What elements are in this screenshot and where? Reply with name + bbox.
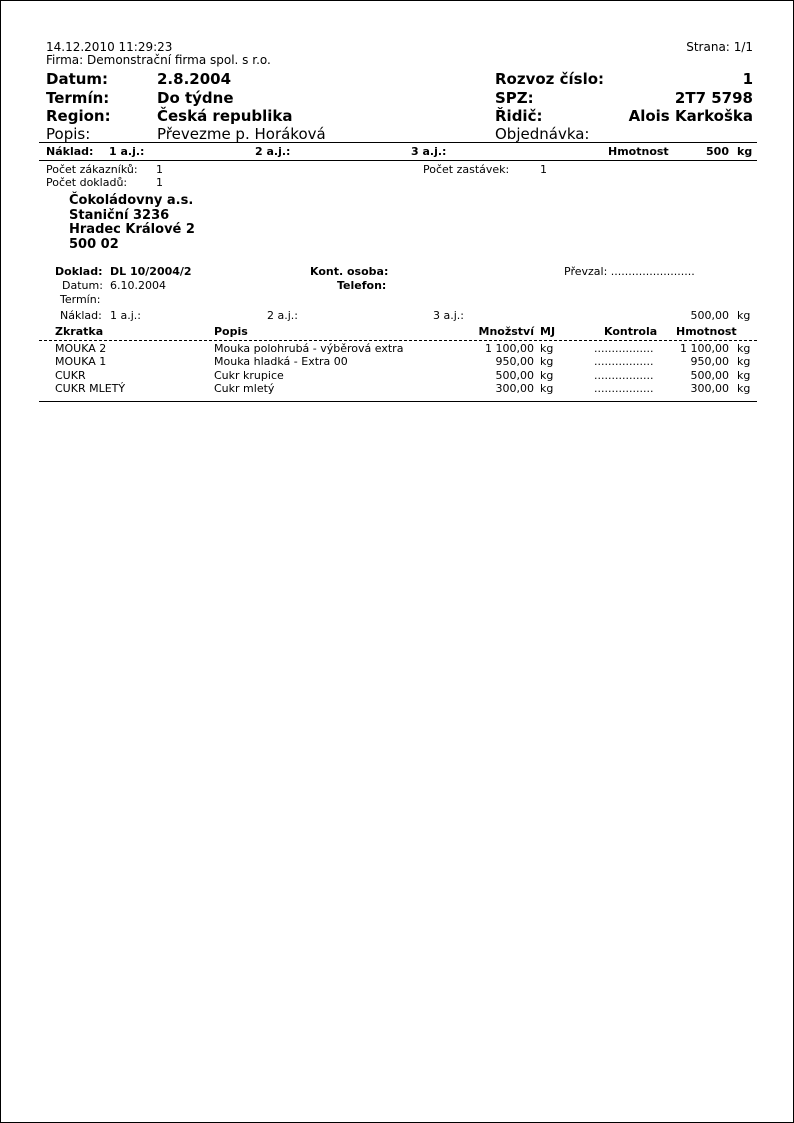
cell-popis: Cukr mletý [214,382,275,395]
cell-kontrola: ................. [594,355,654,368]
prevzal-label: Převzal: [564,265,608,278]
doc-naklad-label: Náklad: [60,309,102,322]
rozvoz-label: Rozvoz číslo: [495,70,605,88]
rozvoz-value: 1 [742,70,753,88]
customer-name: Čokoládovny a.s. [69,193,194,208]
table-bottom-rule [39,401,757,402]
doc-termin-label: Termín: [60,293,101,306]
load-aj2-label: 2 a.j.: [255,145,291,158]
doc-weight-unit: kg [737,309,751,322]
col-header-mj: MJ [540,325,556,338]
termin-label: Termín: [46,89,110,107]
objednavka-label: Objednávka: [495,125,590,143]
load-aj3-label: 3 a.j.: [411,145,447,158]
prevzal-line [564,266,695,277]
zastavek-label: Počet zastávek: [423,163,510,176]
load-hmotnost-unit: kg [737,145,753,158]
doc-weight: 500,00 [690,309,729,322]
cell-kontrola: ................. [594,369,654,382]
cell-hmotnost: 300,00 [690,382,729,395]
cell-popis: Cukr krupice [214,369,284,382]
zastavek-value: 1 [540,163,547,176]
ridic-label: Řidič: [495,107,543,125]
kont-osoba-label: Kont. osoba: [310,265,389,278]
cell-mj: kg [540,342,554,355]
customer-city: Hradec Králové 2 [69,222,195,237]
cell-hmotnost-unit: kg [737,355,751,368]
popis-value: Převezme p. Horáková [157,125,326,143]
datum-label: Datum: [46,70,109,88]
doc-datum-value: 6.10.2004 [110,279,166,292]
doklad-value: DL 10/2004/2 [110,265,192,278]
cell-zkratka: MOUKA 2 [55,342,107,355]
cell-popis: Mouka hladká - Extra 00 [214,355,348,368]
termin-value: Do týdne [157,89,234,107]
cell-kontrola: ................. [594,382,654,395]
doc-aj3-label: 3 a.j.: [433,309,464,322]
col-header-mnozstvi: Množství [478,325,534,338]
customer-zip: 500 02 [69,237,119,252]
doc-aj1-label: 1 a.j.: [110,309,141,322]
doc-aj2-label: 2 a.j.: [267,309,298,322]
doklad-label: Doklad: [55,265,103,278]
region-label: Region: [46,107,111,125]
load-bar-bottom-rule [39,160,757,161]
cell-hmotnost-unit: kg [737,342,751,355]
dokladu-value: 1 [156,176,163,189]
cell-mj: kg [540,369,554,382]
datum-value: 2.8.2004 [157,70,232,88]
spz-label: SPZ: [495,89,534,107]
cell-zkratka: CUKR [55,369,86,382]
load-hmotnost-label: Hmotnost [608,145,669,158]
zakazniku-value: 1 [156,163,163,176]
cell-hmotnost: 950,00 [690,355,729,368]
cell-mnozstvi: 500,00 [495,369,534,382]
cell-mnozstvi: 1 100,00 [485,342,534,355]
region-value: Česká republika [157,107,293,125]
firm-value: Demonstrační firma spol. s r.o. [87,53,271,67]
cell-mj: kg [540,355,554,368]
cell-hmotnost-unit: kg [737,382,751,395]
ridic-value: Alois Karkoška [628,107,753,125]
print-datetime: 14.12.2010 11:29:23 [46,40,173,54]
customer-street: Staniční 3236 [69,208,170,223]
cell-hmotnost: 500,00 [690,369,729,382]
load-naklad-label: Náklad: [46,145,94,158]
dokladu-label: Počet dokladů: [46,176,128,189]
doc-datum-label: Datum: [62,279,103,292]
cell-mnozstvi: 950,00 [495,355,534,368]
telefon-label: Telefon: [337,279,387,292]
cell-mnozstvi: 300,00 [495,382,534,395]
load-bar-top-rule [39,142,757,143]
popis-label: Popis: [46,125,91,143]
col-header-popis: Popis [214,325,248,338]
spz-value: 2T7 5798 [674,89,753,107]
page-label: Strana: [686,40,730,54]
firm-label: Firma: [46,53,84,67]
col-header-zkratka: Zkratka [55,325,104,338]
load-hmotnost-value: 500 [706,145,729,158]
col-header-hmotnost: Hmotnost [676,325,737,338]
cell-zkratka: MOUKA 1 [55,355,107,368]
firm-line [46,54,271,66]
page-value: 1/1 [733,40,753,54]
cell-popis: Mouka polohrubá - výběrová extra [214,342,404,355]
page-number [686,41,753,53]
zakazniku-label: Počet zákazníků: [46,163,138,176]
cell-kontrola: ................. [594,342,654,355]
col-header-kontrola: Kontrola [604,325,658,338]
cell-hmotnost-unit: kg [737,369,751,382]
load-aj1-label: 1 a.j.: [109,145,145,158]
table-header-rule [39,340,757,341]
cell-hmotnost: 1 100,00 [680,342,729,355]
cell-mj: kg [540,382,554,395]
prevzal-dots: ........................ [610,265,695,278]
cell-zkratka: CUKR MLETÝ [55,382,126,395]
